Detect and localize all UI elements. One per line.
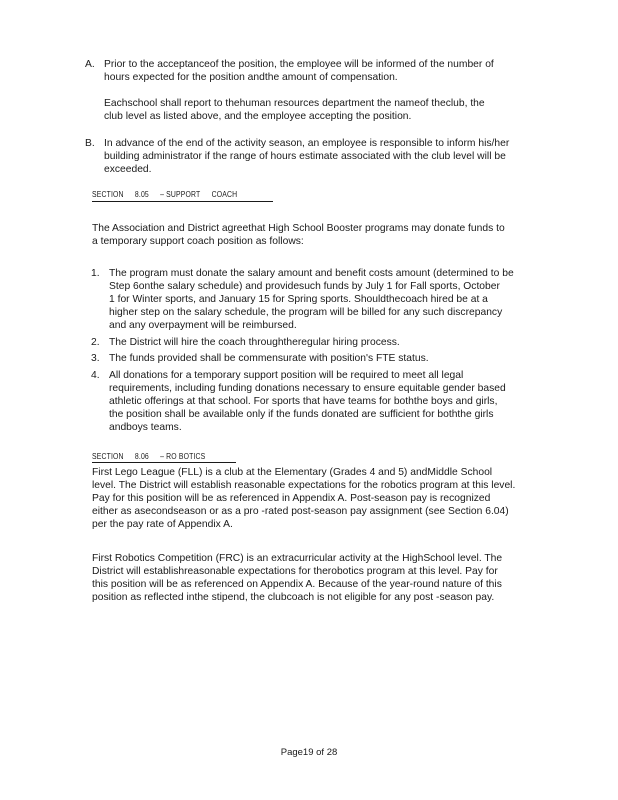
- section-805-heading: [92, 189, 248, 200]
- text-line: athletic offerings at that school. For sports that have teams for boththe boys and girls,: [109, 395, 498, 407]
- section-806-heading: [92, 451, 217, 462]
- section-806-paragraph-1: [92, 467, 552, 532]
- text-line: The District will hire the coach throughtheregular hiring process.: [109, 337, 400, 348]
- text-line: District will establishreasonable expectations for therobotics program at this level. Pay for: [92, 565, 498, 577]
- text-line: level. The District will establish reasonable expectations for the robotics program at this level.: [92, 479, 516, 491]
- text-line: hours expected for the position andthe amount of compensation.: [104, 71, 398, 83]
- text-line: the position shall be available only if the funds donated are sufficient for boththe girls: [109, 408, 494, 420]
- numbered-item-2-marker: 2.: [91, 337, 100, 348]
- text-line: requirements, including funding donations necessary to ensure equitable gender based: [109, 382, 506, 394]
- text-line: this position will be as referenced on Appendix A. Because of the year-round nature of this: [92, 578, 502, 590]
- text-line: Prior to the acceptanceof the position, the employee will be informed of the number of: [104, 59, 494, 70]
- heading-word: SECTION: [92, 451, 124, 461]
- text-line: building administrator if the range of hours estimate associated with the club level will be: [104, 150, 506, 162]
- text-line: higher step on the salary schedule, the program will be billed for any such discrepancy: [109, 306, 503, 318]
- heading-word: – RO BOTICS: [160, 451, 206, 461]
- numbered-item-4-text: [109, 370, 554, 435]
- text-line: exceeded.: [104, 163, 152, 175]
- text-line: per the pay rate of Appendix A.: [92, 518, 233, 530]
- numbered-item-3-text: [109, 353, 554, 366]
- text-line: Pay for this position will be as referenced in Appendix A. Post-season pay is recognized: [92, 492, 491, 504]
- text-line: Step 6onthe salary schedule) and providesuch funds by July 1 for Fall sports, October: [109, 280, 500, 292]
- text-line: All donations for a temporary support position will be required to meet all legal: [109, 370, 464, 381]
- page-number-footer: Page19 of 28: [280, 747, 338, 758]
- text-line: First Lego League (FLL) is a club at the Elementary (Grades 4 and 5) andMiddle School: [92, 467, 493, 478]
- heading-word: – SUPPORT: [160, 189, 201, 199]
- heading-word: COACH: [211, 189, 238, 199]
- text-line: andboys teams.: [109, 421, 182, 433]
- item-a-text: [104, 59, 554, 85]
- numbered-item-1-text: [109, 268, 554, 333]
- numbered-item-1-marker: 1.: [91, 268, 100, 279]
- section-806-underline: [92, 462, 236, 463]
- numbered-item-3-marker: 3.: [91, 353, 100, 364]
- numbered-item-2-text: [109, 337, 554, 350]
- text-line: The funds provided shall be commensurate with position's FTE status.: [109, 353, 429, 364]
- text-line: position as reflected inthe stipend, the clubcoach is not eligible for any post -season pay.: [92, 591, 495, 603]
- numbered-item-4-marker: 4.: [91, 370, 100, 381]
- heading-word: 8.06: [134, 451, 149, 461]
- text-line: and any overpayment will be reimbursed.: [109, 319, 297, 331]
- section-805-underline: [92, 201, 273, 202]
- item-a-subparagraph: [104, 98, 554, 124]
- text-line: First Robotics Competition (FRC) is an extracurricular activity at the HighSchool level. The: [92, 553, 503, 564]
- text-line: The Association and District agreethat High School Booster programs may donate funds to: [92, 223, 505, 234]
- section-806-paragraph-2: [92, 553, 552, 605]
- item-b-marker: B.: [85, 138, 95, 149]
- text-line: 1 for Winter sports, and January 15 for Spring sports. Shouldthecoach hired be at a: [109, 293, 488, 305]
- text-line: The program must donate the salary amount and benefit costs amount (determined to be: [109, 268, 514, 279]
- text-line: either as asecondseason or as a pro -rated post-season pay assignment (see Section 6.04): [92, 505, 509, 517]
- heading-word: 8.05: [134, 189, 149, 199]
- text-line: club level as listed above, and the employee accepting the position.: [104, 110, 412, 122]
- item-b-text: [104, 138, 554, 177]
- item-a-marker: A.: [85, 59, 95, 70]
- text-line: In advance of the end of the activity season, an employee is responsible to inform his/her: [104, 138, 510, 149]
- text-line: a temporary support coach position as follows:: [92, 235, 304, 247]
- section-805-intro: [92, 223, 552, 249]
- heading-word: SECTION: [92, 189, 124, 199]
- text-line: Eachschool shall report to thehuman resources department the nameof theclub, the: [104, 98, 485, 109]
